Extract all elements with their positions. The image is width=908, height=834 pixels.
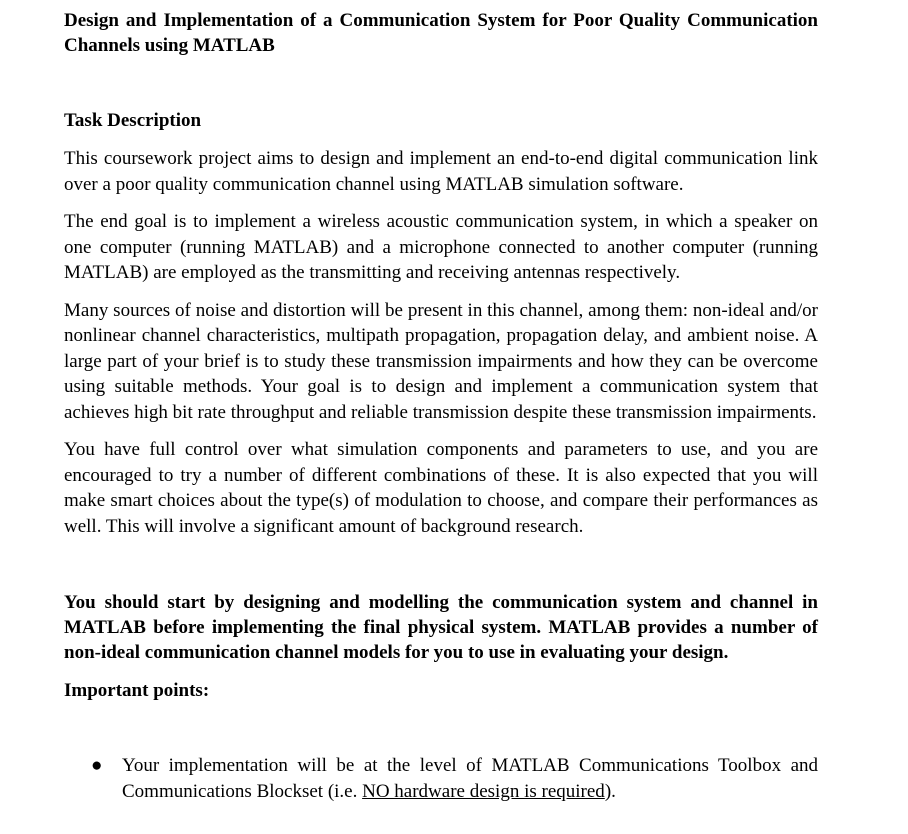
important-points-list <box>64 753 818 804</box>
paragraph-4: You have full control over what simulation components and parameters to use, and you are encouraged to try a number of different combinations of these. It is also expected that you will make smart choices about the type(s) of modulation to choose, and compare their performances as well. This will involve a significant amount of background research. <box>64 439 818 537</box>
bullet-underlined-text: NO hardware design is required <box>362 780 605 802</box>
document-page <box>64 8 818 804</box>
bullet-text-before: Your implementation will be at the level of MATLAB Communications Toolbox and Communications Blockset (i.e. <box>122 755 818 802</box>
bold-paragraph: You should start by designing and modelling the communication system and channel in MATLAB before implementing the final physical system. MATLAB provides a number of non-ideal communication channel models for you to use in evaluating your design. <box>64 592 818 663</box>
bullet-text-after: ). <box>604 780 616 802</box>
section-heading-task-description: Task Description <box>64 110 202 131</box>
paragraph-2: The end goal is to implement a wireless acoustic communication system, in which a speaker on one computer (running MATLAB) and a microphone connected to another computer (running MATLAB) are employed as the transmitting and receiving antennas respectively. <box>64 211 818 283</box>
paragraph-1: This coursework project aims to design and implement an end-to-end digital communication link over a poor quality communication channel using MATLAB simulation software. <box>64 148 818 195</box>
bullet-icon: ● <box>91 755 103 776</box>
document-title: Design and Implementation of a Communication System for Poor Quality Communication Channels using MATLAB <box>64 10 818 56</box>
important-points-heading: Important points: <box>64 680 210 701</box>
paragraph-3: Many sources of noise and distortion will be present in this channel, among them: non-ideal and/or nonlinear channel characteristics, multipath propagation, propagation delay, and ambient noise. A large part of your brief is to study these transmission impairments and how they can be overcome using suitable methods. Your goal is to design and implement a communication system that achieves high bit rate throughput and reliable transmission despite these transmission impairments. <box>64 299 818 423</box>
list-item <box>61 753 818 804</box>
